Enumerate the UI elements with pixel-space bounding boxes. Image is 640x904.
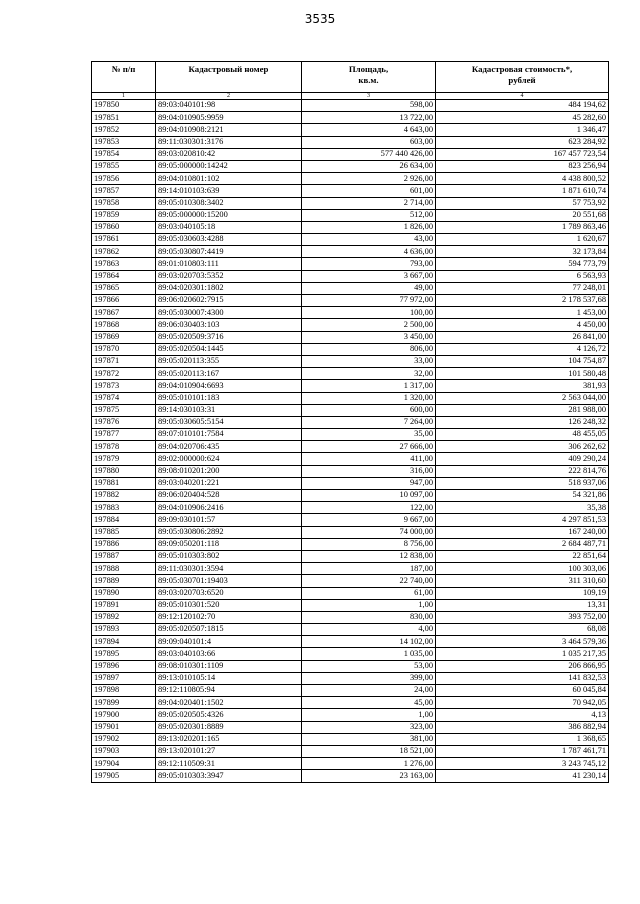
cadastral-value-cell: 167 457 723,54: [436, 148, 609, 160]
cadastral-value-cell: 409 290,24: [436, 453, 609, 465]
cadastral-value-cell: 1 346,47: [436, 124, 609, 136]
table-row: [92, 465, 609, 477]
table-row: [92, 770, 609, 782]
area-cell: 601,00: [302, 185, 436, 197]
area-cell: 3 667,00: [302, 270, 436, 282]
table-row: [92, 636, 609, 648]
row-index-cell: 197853: [92, 136, 156, 148]
area-cell: 14 102,00: [302, 636, 436, 648]
table-row: [92, 429, 609, 441]
cadastral-value-cell: 141 832,53: [436, 672, 609, 684]
cadastral-number-cell: 89:14:030103:31: [156, 404, 302, 416]
table-row: [92, 295, 609, 307]
cadastral-value-cell: 22 851,64: [436, 550, 609, 562]
cadastral-value-cell: 386 882,94: [436, 721, 609, 733]
row-index-cell: 197854: [92, 148, 156, 160]
table-row: [92, 270, 609, 282]
area-cell: 793,00: [302, 258, 436, 270]
header-cadastral-number: Кадастровый номер: [156, 62, 302, 93]
area-cell: 3 450,00: [302, 331, 436, 343]
cadastral-value-cell: 104 754,87: [436, 355, 609, 367]
row-index-cell: 197884: [92, 514, 156, 526]
cadastral-value-cell: 823 256,94: [436, 160, 609, 172]
cadastral-number-cell: 89:05:010303:3947: [156, 770, 302, 782]
cadastral-number-cell: 89:05:030603:4288: [156, 234, 302, 246]
cadastral-value-cell: 101 580,48: [436, 368, 609, 380]
page-number: 3535: [304, 12, 336, 26]
cadastral-number-cell: 89:05:030701:19403: [156, 575, 302, 587]
area-cell: 13 722,00: [302, 112, 436, 124]
cadastral-value-cell: 167 240,00: [436, 526, 609, 538]
area-cell: 4,00: [302, 624, 436, 636]
cadastral-number-cell: 89:02:000000:624: [156, 453, 302, 465]
cadastral-value-cell: 1 789 863,46: [436, 221, 609, 233]
cadastral-number-cell: 89:06:020404:528: [156, 490, 302, 502]
cadastral-value-cell: 100 303,06: [436, 563, 609, 575]
cadastral-number-cell: 89:05:000000:15200: [156, 209, 302, 221]
area-cell: 187,00: [302, 563, 436, 575]
row-index-cell: 197883: [92, 502, 156, 514]
cadastral-value-cell: 1 871 610,74: [436, 185, 609, 197]
area-cell: 100,00: [302, 307, 436, 319]
table-row: [92, 624, 609, 636]
area-cell: 830,00: [302, 611, 436, 623]
area-cell: 1 035,00: [302, 648, 436, 660]
cadastral-number-cell: 89:06:030403:103: [156, 319, 302, 331]
cadastral-value-cell: 1 368,65: [436, 733, 609, 745]
cadastral-number-cell: 89:12:120102:70: [156, 611, 302, 623]
row-index-cell: 197850: [92, 100, 156, 112]
table-row: [92, 307, 609, 319]
row-index-cell: 197874: [92, 392, 156, 404]
area-cell: 45,00: [302, 697, 436, 709]
column-number: 1: [92, 93, 156, 100]
row-index-cell: 197864: [92, 270, 156, 282]
cadastral-number-cell: 89:05:030605:5154: [156, 416, 302, 428]
area-cell: 26 634,00: [302, 160, 436, 172]
cadastral-value-cell: 311 310,60: [436, 575, 609, 587]
cadastral-table: [91, 61, 609, 783]
area-cell: 512,00: [302, 209, 436, 221]
table-row: [92, 234, 609, 246]
row-index-cell: 197879: [92, 453, 156, 465]
cadastral-number-cell: 89:11:030301:3176: [156, 136, 302, 148]
table-row: [92, 392, 609, 404]
row-index-cell: 197878: [92, 441, 156, 453]
cadastral-number-cell: 89:05:020504:1445: [156, 343, 302, 355]
row-index-cell: 197887: [92, 550, 156, 562]
row-index-cell: 197866: [92, 295, 156, 307]
table-row: [92, 124, 609, 136]
row-index-cell: 197899: [92, 697, 156, 709]
area-cell: 18 521,00: [302, 745, 436, 757]
table-row: [92, 416, 609, 428]
area-cell: 8 756,00: [302, 538, 436, 550]
cadastral-number-cell: 89:08:010201:200: [156, 465, 302, 477]
cadastral-value-cell: 381,93: [436, 380, 609, 392]
row-index-cell: 197851: [92, 112, 156, 124]
row-index-cell: 197892: [92, 611, 156, 623]
area-cell: 61,00: [302, 587, 436, 599]
table-row: [92, 355, 609, 367]
cadastral-number-cell: 89:05:020301:8889: [156, 721, 302, 733]
area-cell: 1 826,00: [302, 221, 436, 233]
cadastral-number-cell: 89:11:030301:3594: [156, 563, 302, 575]
area-cell: 35,00: [302, 429, 436, 441]
table-row: [92, 197, 609, 209]
row-index-cell: 197875: [92, 404, 156, 416]
row-index-cell: 197860: [92, 221, 156, 233]
cadastral-number-cell: 89:05:030007:4300: [156, 307, 302, 319]
row-index-cell: 197855: [92, 160, 156, 172]
cadastral-value-cell: 281 988,00: [436, 404, 609, 416]
cadastral-value-cell: 2 178 537,68: [436, 295, 609, 307]
cadastral-number-cell: 89:05:010101:183: [156, 392, 302, 404]
area-cell: 603,00: [302, 136, 436, 148]
area-cell: 323,00: [302, 721, 436, 733]
header-index: № п/п: [92, 62, 156, 93]
area-cell: 1,00: [302, 709, 436, 721]
area-cell: 1 317,00: [302, 380, 436, 392]
column-number: 4: [436, 93, 609, 100]
cadastral-number-cell: 89:03:040105:18: [156, 221, 302, 233]
cadastral-number-cell: 89:05:010301:520: [156, 599, 302, 611]
row-index-cell: 197905: [92, 770, 156, 782]
area-cell: 24,00: [302, 685, 436, 697]
table-row: [92, 343, 609, 355]
header-area: Площадь, кв.м.: [302, 62, 436, 93]
row-index-cell: 197890: [92, 587, 156, 599]
table-row: [92, 599, 609, 611]
cadastral-number-cell: 89:05:020507:1815: [156, 624, 302, 636]
table-row: [92, 758, 609, 770]
row-index-cell: 197894: [92, 636, 156, 648]
cadastral-value-cell: 26 841,00: [436, 331, 609, 343]
table-row: [92, 550, 609, 562]
cadastral-value-cell: 594 773,79: [436, 258, 609, 270]
table-row: [92, 514, 609, 526]
area-cell: 12 838,00: [302, 550, 436, 562]
cadastral-number-cell: 89:03:040103:66: [156, 648, 302, 660]
table-row: [92, 441, 609, 453]
row-index-cell: 197872: [92, 368, 156, 380]
row-index-cell: 197904: [92, 758, 156, 770]
cadastral-number-cell: 89:04:010908:2121: [156, 124, 302, 136]
table-row: [92, 209, 609, 221]
row-index-cell: 197897: [92, 672, 156, 684]
cadastral-number-cell: 89:05:020113:167: [156, 368, 302, 380]
cadastral-value-cell: 126 248,32: [436, 416, 609, 428]
area-cell: 22 740,00: [302, 575, 436, 587]
area-cell: 33,00: [302, 355, 436, 367]
row-index-cell: 197858: [92, 197, 156, 209]
area-cell: 32,00: [302, 368, 436, 380]
table-row: [92, 477, 609, 489]
area-cell: 947,00: [302, 477, 436, 489]
cadastral-number-cell: 89:12:110509:31: [156, 758, 302, 770]
row-index-cell: 197869: [92, 331, 156, 343]
row-index-cell: 197865: [92, 282, 156, 294]
cadastral-number-cell: 89:05:020505:4326: [156, 709, 302, 721]
cadastral-value-cell: 4 126,72: [436, 343, 609, 355]
area-cell: 4 643,00: [302, 124, 436, 136]
area-cell: 2 926,00: [302, 173, 436, 185]
row-index-cell: 197898: [92, 685, 156, 697]
row-index-cell: 197885: [92, 526, 156, 538]
table-row: [92, 697, 609, 709]
cadastral-value-cell: 45 282,60: [436, 112, 609, 124]
cadastral-value-cell: 35,38: [436, 502, 609, 514]
area-cell: 23 163,00: [302, 770, 436, 782]
row-index-cell: 197882: [92, 490, 156, 502]
cadastral-number-cell: 89:04:020706:435: [156, 441, 302, 453]
row-index-cell: 197902: [92, 733, 156, 745]
column-number: 3: [302, 93, 436, 100]
area-cell: 411,00: [302, 453, 436, 465]
row-index-cell: 197861: [92, 234, 156, 246]
area-cell: 10 097,00: [302, 490, 436, 502]
table-row: [92, 221, 609, 233]
table-row: [92, 112, 609, 124]
cadastral-number-cell: 89:05:030807:4419: [156, 246, 302, 258]
row-index-cell: 197896: [92, 660, 156, 672]
table-row: [92, 404, 609, 416]
cadastral-value-cell: 484 194,62: [436, 100, 609, 112]
cadastral-number-cell: 89:04:020301:1802: [156, 282, 302, 294]
row-index-cell: 197877: [92, 429, 156, 441]
cadastral-value-cell: 4 450,00: [436, 319, 609, 331]
row-index-cell: 197888: [92, 563, 156, 575]
cadastral-number-cell: 89:12:110805:94: [156, 685, 302, 697]
table-row: [92, 563, 609, 575]
cadastral-value-cell: 3 243 745,12: [436, 758, 609, 770]
cadastral-value-cell: 6 563,93: [436, 270, 609, 282]
area-cell: 9 667,00: [302, 514, 436, 526]
cadastral-value-cell: 393 752,00: [436, 611, 609, 623]
cadastral-number-cell: 89:05:020113:355: [156, 355, 302, 367]
area-cell: 598,00: [302, 100, 436, 112]
row-index-cell: 197859: [92, 209, 156, 221]
table-row: [92, 282, 609, 294]
cadastral-value-cell: 41 230,14: [436, 770, 609, 782]
cadastral-number-cell: 89:03:040101:98: [156, 100, 302, 112]
area-cell: 4 636,00: [302, 246, 436, 258]
cadastral-value-cell: 1 035 217,35: [436, 648, 609, 660]
row-index-cell: 197880: [92, 465, 156, 477]
table-row: [92, 648, 609, 660]
cadastral-value-cell: 54 321,86: [436, 490, 609, 502]
cadastral-value-cell: 4 438 800,52: [436, 173, 609, 185]
table-row: [92, 587, 609, 599]
area-cell: 381,00: [302, 733, 436, 745]
cadastral-value-cell: 70 942,05: [436, 697, 609, 709]
row-index-cell: 197893: [92, 624, 156, 636]
cadastral-number-cell: 89:03:020703:5352: [156, 270, 302, 282]
cadastral-number-cell: 89:04:010801:102: [156, 173, 302, 185]
cadastral-number-cell: 89:13:020201:165: [156, 733, 302, 745]
row-index-cell: 197903: [92, 745, 156, 757]
cadastral-number-cell: 89:05:010303:802: [156, 550, 302, 562]
cadastral-value-cell: 60 045,84: [436, 685, 609, 697]
row-index-cell: 197867: [92, 307, 156, 319]
area-cell: 122,00: [302, 502, 436, 514]
table-row: [92, 526, 609, 538]
row-index-cell: 197901: [92, 721, 156, 733]
cadastral-number-cell: 89:08:010301:1109: [156, 660, 302, 672]
cadastral-value-cell: 1 620,67: [436, 234, 609, 246]
row-index-cell: 197863: [92, 258, 156, 270]
table-row: [92, 368, 609, 380]
cadastral-number-cell: 89:04:010906:2416: [156, 502, 302, 514]
cadastral-number-cell: 89:05:020509:3716: [156, 331, 302, 343]
table-row: [92, 575, 609, 587]
table-row: [92, 538, 609, 550]
cadastral-value-cell: 4,13: [436, 709, 609, 721]
cadastral-number-cell: 89:05:030806:2892: [156, 526, 302, 538]
table-row: [92, 246, 609, 258]
cadastral-value-cell: 20 551,68: [436, 209, 609, 221]
table-row: [92, 709, 609, 721]
table-row: [92, 380, 609, 392]
area-cell: 74 000,00: [302, 526, 436, 538]
area-cell: 316,00: [302, 465, 436, 477]
area-cell: 43,00: [302, 234, 436, 246]
row-index-cell: 197852: [92, 124, 156, 136]
area-cell: 1 320,00: [302, 392, 436, 404]
cadastral-value-cell: 222 814,76: [436, 465, 609, 477]
row-index-cell: 197895: [92, 648, 156, 660]
cadastral-value-cell: 1 787 461,71: [436, 745, 609, 757]
cadastral-value-cell: 48 455,05: [436, 429, 609, 441]
cadastral-value-cell: 623 284,92: [436, 136, 609, 148]
table-row: [92, 148, 609, 160]
row-index-cell: 197871: [92, 355, 156, 367]
table-row: [92, 160, 609, 172]
header-cadastral-value: Кадастровая стоимость*, рублей: [436, 62, 609, 93]
cadastral-number-cell: 89:13:010105:14: [156, 672, 302, 684]
row-index-cell: 197876: [92, 416, 156, 428]
row-index-cell: 197891: [92, 599, 156, 611]
table-row: [92, 319, 609, 331]
row-index-cell: 197870: [92, 343, 156, 355]
cadastral-value-cell: 77 248,01: [436, 282, 609, 294]
table-row: [92, 331, 609, 343]
row-index-cell: 197856: [92, 173, 156, 185]
cadastral-number-cell: 89:09:030101:57: [156, 514, 302, 526]
cadastral-value-cell: 4 297 851,53: [436, 514, 609, 526]
table-row: [92, 721, 609, 733]
area-cell: 600,00: [302, 404, 436, 416]
area-cell: 577 440 426,00: [302, 148, 436, 160]
area-cell: 1 276,00: [302, 758, 436, 770]
cadastral-number-cell: 89:03:040201:221: [156, 477, 302, 489]
row-index-cell: 197873: [92, 380, 156, 392]
cadastral-number-cell: 89:07:010101:7584: [156, 429, 302, 441]
cadastral-number-cell: 89:09:040101:4: [156, 636, 302, 648]
table-row: [92, 685, 609, 697]
table-row: [92, 502, 609, 514]
cadastral-value-cell: 68,08: [436, 624, 609, 636]
cadastral-number-cell: 89:13:020101:27: [156, 745, 302, 757]
row-index-cell: 197900: [92, 709, 156, 721]
area-cell: 806,00: [302, 343, 436, 355]
cadastral-value-cell: 57 753,92: [436, 197, 609, 209]
area-cell: 7 264,00: [302, 416, 436, 428]
row-index-cell: 197857: [92, 185, 156, 197]
cadastral-number-cell: 89:14:010103:639: [156, 185, 302, 197]
cadastral-number-cell: 89:06:020602:7915: [156, 295, 302, 307]
cadastral-number-cell: 89:04:010904:6693: [156, 380, 302, 392]
table-row: [92, 173, 609, 185]
area-cell: 2 500,00: [302, 319, 436, 331]
row-index-cell: 197862: [92, 246, 156, 258]
area-cell: 27 666,00: [302, 441, 436, 453]
table-row: [92, 453, 609, 465]
cadastral-number-cell: 89:09:050201:118: [156, 538, 302, 550]
row-index-cell: 197889: [92, 575, 156, 587]
cadastral-value-cell: 32 173,84: [436, 246, 609, 258]
row-index-cell: 197868: [92, 319, 156, 331]
area-cell: 53,00: [302, 660, 436, 672]
table-row: [92, 611, 609, 623]
table-row: [92, 136, 609, 148]
cadastral-number-cell: 89:05:010308:3402: [156, 197, 302, 209]
row-index-cell: 197881: [92, 477, 156, 489]
cadastral-number-cell: 89:05:000000:14242: [156, 160, 302, 172]
table-row: [92, 672, 609, 684]
table-row: [92, 490, 609, 502]
header-row: [92, 62, 609, 93]
area-cell: 49,00: [302, 282, 436, 294]
area-cell: 399,00: [302, 672, 436, 684]
column-number: 2: [156, 93, 302, 100]
cadastral-value-cell: 2 563 044,00: [436, 392, 609, 404]
cadastral-number-cell: 89:03:020810:42: [156, 148, 302, 160]
table-row: [92, 660, 609, 672]
area-cell: 2 714,00: [302, 197, 436, 209]
cadastral-value-cell: 2 684 487,71: [436, 538, 609, 550]
area-cell: 1,00: [302, 599, 436, 611]
cadastral-value-cell: 206 866,95: [436, 660, 609, 672]
table-row: [92, 258, 609, 270]
area-cell: 77 972,00: [302, 295, 436, 307]
cadastral-number-cell: 89:04:020401:1502: [156, 697, 302, 709]
cadastral-value-cell: 306 262,62: [436, 441, 609, 453]
cadastral-number-cell: 89:01:010803:111: [156, 258, 302, 270]
cadastral-number-cell: 89:04:010905:9959: [156, 112, 302, 124]
cadastral-value-cell: 1 453,00: [436, 307, 609, 319]
cadastral-value-cell: 13,31: [436, 599, 609, 611]
row-index-cell: 197886: [92, 538, 156, 550]
table-row: [92, 100, 609, 112]
table-row: [92, 745, 609, 757]
cadastral-number-cell: 89:03:020703:6520: [156, 587, 302, 599]
table-row: [92, 185, 609, 197]
cadastral-value-cell: 518 937,06: [436, 477, 609, 489]
table-row: [92, 733, 609, 745]
column-number-row: [92, 93, 609, 100]
cadastral-value-cell: 3 464 579,36: [436, 636, 609, 648]
cadastral-value-cell: 109,19: [436, 587, 609, 599]
